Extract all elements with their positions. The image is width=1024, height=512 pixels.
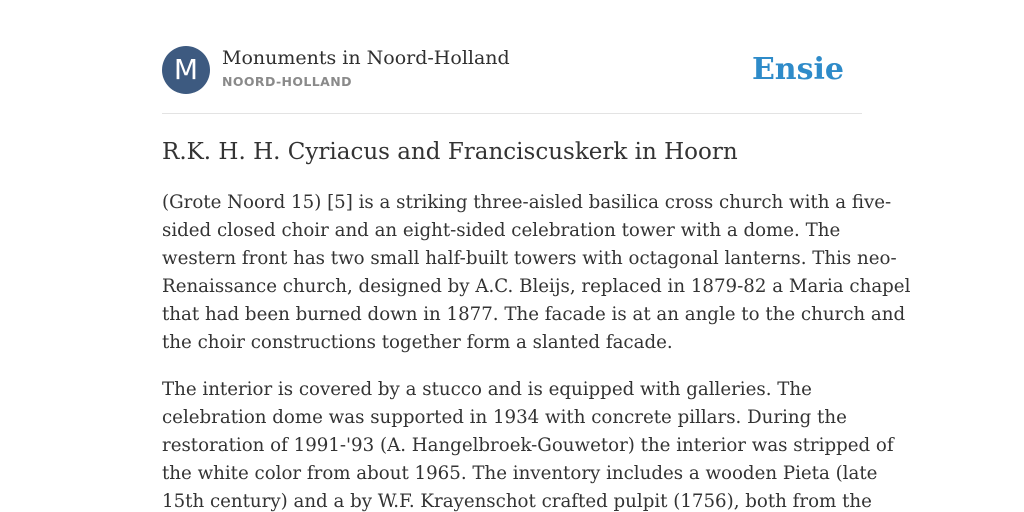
text-line: 15th century) and a by W.F. Krayenschot crafted pulpit (1756), both from the bbox=[162, 491, 872, 512]
text-line: the white color from about 1965. The inventory includes a wooden Pieta (late bbox=[162, 463, 878, 484]
text-line: (Grote Noord 15) [5] is a striking three-aisled basilica cross church with a five- bbox=[162, 192, 892, 213]
text-line: the choir constructions together form a slanted facade. bbox=[162, 332, 673, 353]
paragraph-2 bbox=[162, 376, 894, 512]
brand-logo[interactable]: Ensie bbox=[751, 52, 844, 87]
article-title: R.K. H. H. Cyriacus and Franciscuskerk in Hoorn bbox=[162, 139, 738, 165]
text-line: western front has two small half-built towers with octagonal lanterns. This neo- bbox=[162, 248, 897, 269]
text-line: restoration of 1991-'93 (A. Hangelbroek-Gouwetor) the interior was stripped of bbox=[162, 435, 894, 456]
divider bbox=[162, 113, 862, 114]
paragraph-1 bbox=[162, 189, 911, 357]
article-body bbox=[162, 189, 911, 512]
text-line: celebration dome was supported in 1934 with concrete pillars. During the bbox=[162, 407, 847, 428]
text-line: The interior is covered by a stucco and is equipped with galleries. The bbox=[162, 379, 812, 400]
avatar[interactable]: M bbox=[162, 46, 210, 94]
text-line: sided closed choir and an eight-sided celebration tower with a dome. The bbox=[162, 220, 841, 241]
collection-subtitle: NOORD-HOLLAND bbox=[222, 74, 352, 89]
collection-header bbox=[162, 46, 862, 96]
text-line: Renaissance church, designed by A.C. Bleijs, replaced in 1879-82 a Maria chapel bbox=[162, 276, 911, 297]
text-line: that had been burned down in 1877. The facade is at an angle to the church and bbox=[162, 304, 906, 325]
collection-title[interactable]: Monuments in Noord-Holland bbox=[222, 47, 510, 69]
